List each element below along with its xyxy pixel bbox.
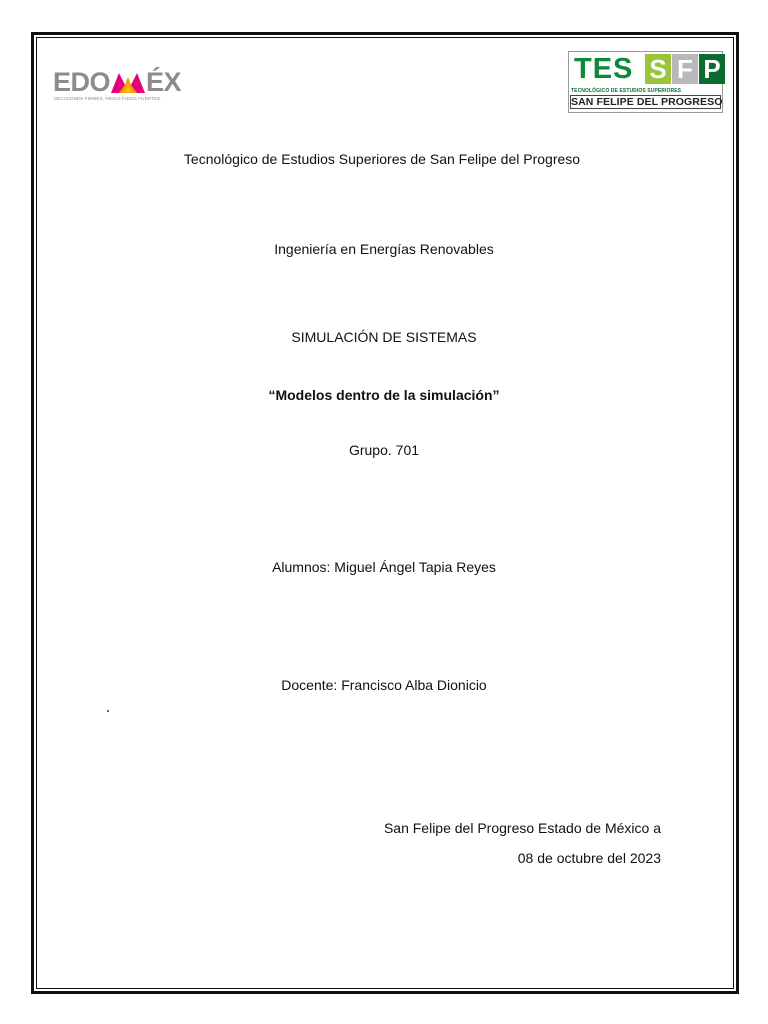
tesfp-f-box: F bbox=[672, 54, 698, 84]
subject-name: SIMULACIÓN DE SISTEMAS bbox=[291, 329, 477, 345]
tesfp-p-box: P bbox=[699, 54, 725, 84]
edomex-logo-left: EDO bbox=[53, 67, 111, 97]
tesfp-logo-top bbox=[568, 51, 723, 87]
edomex-logo bbox=[53, 68, 203, 104]
edomex-m-icon bbox=[111, 71, 145, 93]
students-line: Alumnos: Miguel Ángel Tapia Reyes bbox=[272, 559, 496, 575]
teacher-line: Docente: Francisco Alba Dionicio bbox=[281, 677, 487, 693]
stray-dot bbox=[107, 710, 109, 712]
tesfp-location-line: SAN FELIPE DEL PROGRESO bbox=[571, 96, 723, 108]
career-name: Ingeniería en Energías Renovables bbox=[274, 241, 494, 257]
date-line: 08 de octubre del 2023 bbox=[517, 850, 661, 866]
edomex-tagline: DECISIONES FIRMES, RESULTADOS FUERTES. bbox=[54, 96, 162, 101]
tesfp-tes-letters: TES bbox=[574, 53, 634, 85]
place-line: San Felipe del Progreso Estado de México a bbox=[383, 820, 661, 836]
group-number: Grupo. 701 bbox=[348, 442, 420, 458]
tesfp-s-box: S bbox=[645, 54, 671, 84]
edomex-logo-right: ÉX bbox=[146, 67, 182, 97]
tesfp-institution-line: TECNOLÓGICO DE ESTUDIOS SUPERIORES bbox=[571, 88, 682, 94]
institution-name: Tecnológico de Estudios Superiores de San Felipe del Progreso bbox=[183, 151, 581, 167]
document-title: “Modelos dentro de la simulación” bbox=[268, 387, 500, 403]
page-border-inner bbox=[36, 37, 734, 989]
tesfp-logo bbox=[568, 51, 723, 115]
edomex-logo-word bbox=[53, 68, 181, 96]
